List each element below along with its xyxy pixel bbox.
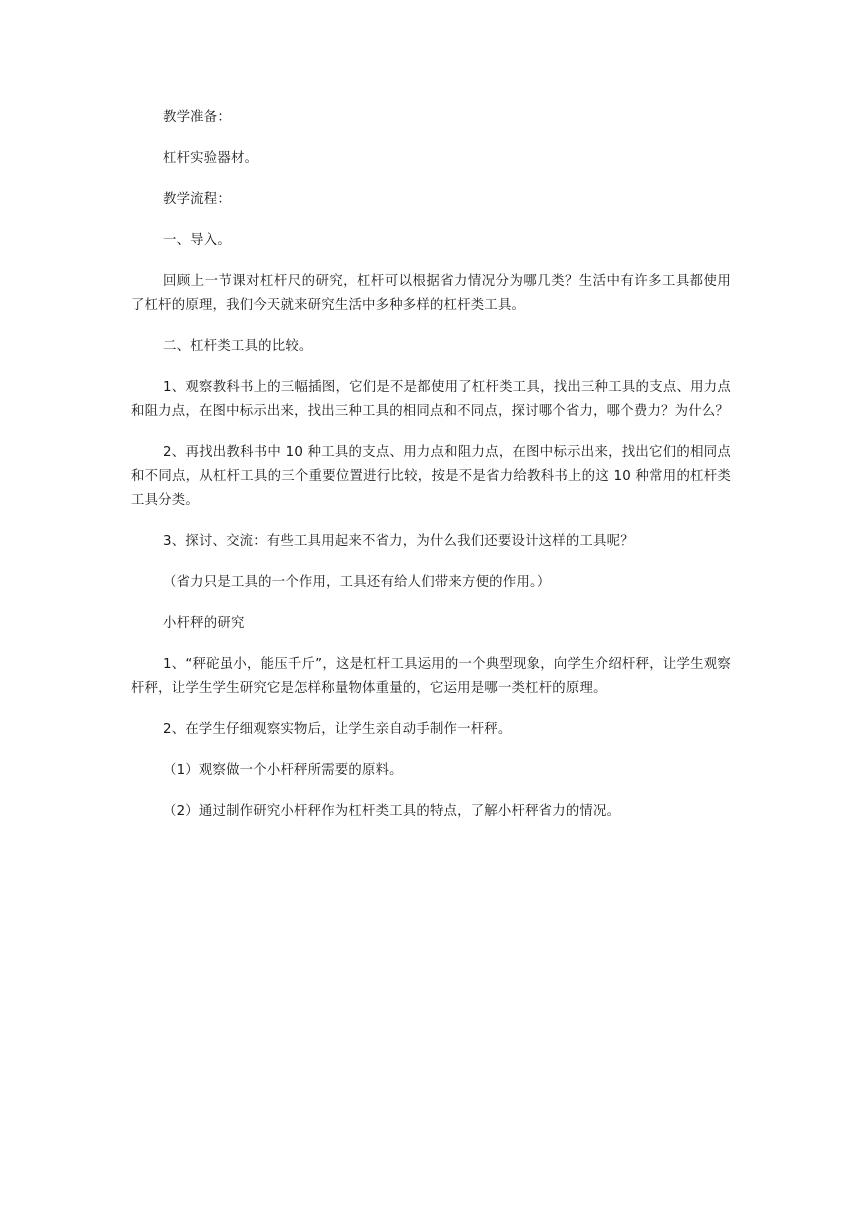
paragraph-steelyard-2: 2、在学生仔细观察实物后，让学生亲自动手制作一杆秤。	[163, 722, 512, 737]
paragraph-review: 回顾上一节课对杠杆尺的研究，杠杆可以根据省力情况分为哪几类？生活中有许多工具都使用了杠杆的原理，我们今天就来研究生活中多种多样的杠杆类工具。	[131, 274, 731, 313]
paragraph-steelyard-sub-2: （2）通过制作研究小杆秤作为杠杆类工具的特点，了解小杆秤省力的情况。	[163, 804, 621, 819]
section-heading-comparison: 二、杠杆类工具的比较。	[163, 339, 313, 354]
document-body	[131, 106, 731, 841]
paragraph-equipment: 杠杆实验器材。	[163, 151, 259, 166]
paragraph-steelyard-1: 1、“秤砣虽小，能压千斤”，这是杠杆工具运用的一个典型现象，向学生介绍杆秤，让学生观察杆秤，让学生学生研究它是怎样称量物体重量的，它运用是哪一类杠杆的原理。	[131, 657, 731, 696]
section-heading-steelyard: 小杆秤的研究	[163, 616, 245, 631]
section-heading-introduction: 一、导入。	[163, 233, 231, 248]
paragraph-note: （省力只是工具的一个作用，工具还有给人们带来方便的作用。）	[163, 575, 551, 590]
paragraph-step-3-discuss: 3、探讨、交流：有些工具用起来不省力，为什么我们还要设计这样的工具呢？	[163, 534, 634, 549]
paragraph-steelyard-sub-1: （1）观察做一个小杆秤所需要的原料。	[163, 763, 403, 778]
paragraph-teaching-process: 教学流程：	[163, 192, 231, 207]
paragraph-teaching-preparation: 教学准备：	[163, 110, 231, 125]
paragraph-step-2-classify: 2、再找出教科书中 10 种工具的支点、用力点和阻力点，在图中标示出来，找出它们的相同点和不同点，从杠杆工具的三个重要位置进行比较，按是不是省力给教科书上的这 10 种常用的杠杆类工具分类。	[131, 445, 731, 508]
paragraph-step-1-observe: 1、观察教科书上的三幅插图，它们是不是都使用了杠杆类工具，找出三种工具的支点、用力点和阻力点，在图中标示出来，找出三种工具的相同点和不同点，探讨哪个省力，哪个费力？为什么？	[131, 380, 731, 419]
